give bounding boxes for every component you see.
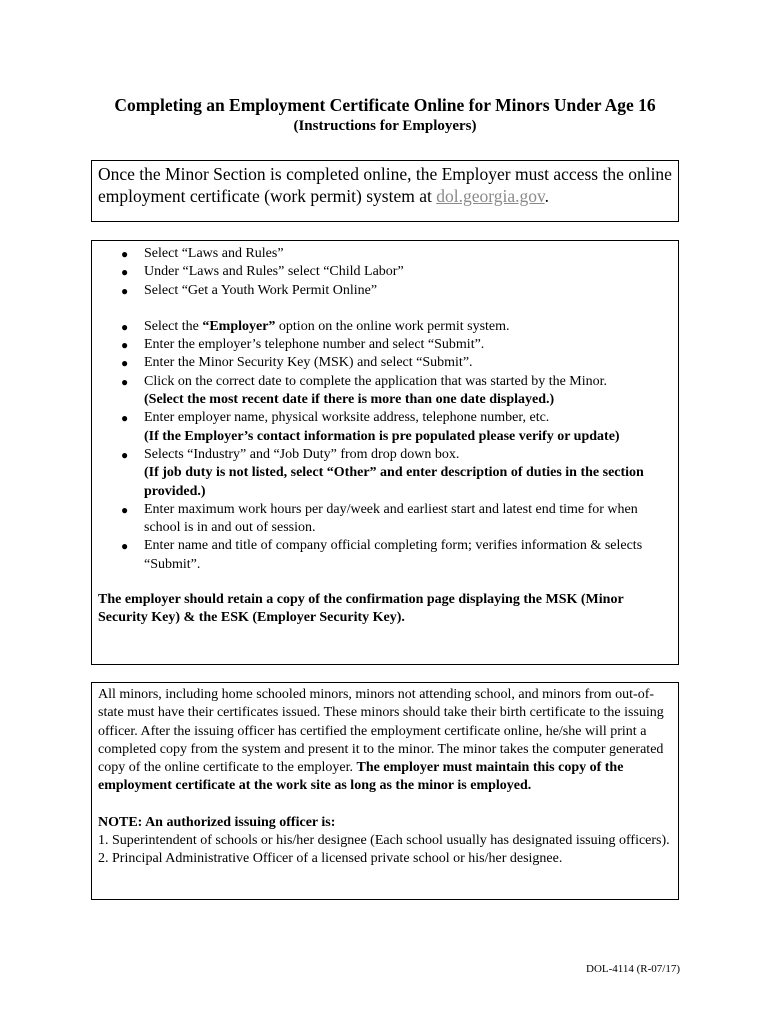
document-subtitle: (Instructions for Employers) bbox=[293, 118, 477, 134]
list-item: ● Select “Laws and Rules” bbox=[98, 245, 672, 263]
document-title: Completing an Employment Certificate Online for Minors Under Age 16 bbox=[114, 95, 656, 115]
list-item: ● Enter employer name, physical worksite address, telephone number, etc. (If the Employer’s contact information is pre populated please verify or update) bbox=[121, 410, 620, 444]
note-item: 2. Principal Administrative Officer of a licensed private school or his/her designee. bbox=[98, 851, 563, 867]
bullet-icon: ● bbox=[121, 283, 129, 298]
bullet-icon: ● bbox=[121, 319, 129, 334]
list-item: ● Select the “Employer” option on the online work permit system. bbox=[98, 318, 672, 336]
minors-paragraph: All minors, including home schooled minors, minors not attending school, and minors from out-of-state must have their certificates issued. These minors should take their birth certificate to the issuing officer. After the issuing officer has certified the employment certificate online, he/she will print a completed copy from the system and present it to the minor. The minor takes the computer generated copy of the online certificate to the employer. The employer must maintain this copy of the employment certificate at the work site as long as the minor is employed. bbox=[98, 687, 664, 794]
retain-copy-note: The employer should retain a copy of the confirmation page displaying the MSK (Minor Security Key) & the ESK (Employer Security Key). bbox=[98, 592, 624, 626]
list-item: ● Enter name and title of company official completing form; verifies information & selects “Submit”. bbox=[121, 538, 643, 572]
bullet-icon: ● bbox=[121, 411, 129, 426]
bullet-icon: ● bbox=[121, 374, 129, 389]
bullet-icon: ● bbox=[121, 356, 129, 371]
issuing-officer-note bbox=[98, 814, 672, 869]
bullet-icon: ● bbox=[121, 265, 129, 280]
list-item: ● Enter the employer’s telephone number and select “Submit”. bbox=[98, 336, 672, 354]
list-item: ● Click on the correct date to complete the application that was started by the Minor. (Select the most recent date if there is more than one date displayed.) bbox=[121, 373, 608, 408]
intro-box bbox=[91, 160, 679, 222]
intro-period: . bbox=[544, 186, 549, 206]
list-item: ● Select “Get a Youth Work Permit Online” bbox=[98, 282, 672, 300]
list-item: ● Enter the Minor Security Key (MSK) and select “Submit”. bbox=[98, 354, 672, 372]
minors-info-box bbox=[91, 682, 679, 900]
instructions-box bbox=[91, 240, 679, 665]
intro-text: Once the Minor Section is completed online, the Employer must access the online employment certificate (work permit) system at bbox=[98, 164, 672, 206]
bullet-icon: ● bbox=[121, 539, 129, 554]
bullet-icon: ● bbox=[121, 502, 129, 517]
note-item: 1. Superintendent of schools or his/her designee (Each school usually has designated issuing officers). bbox=[98, 833, 670, 849]
bullet-icon: ● bbox=[121, 338, 129, 353]
steps-list-employer bbox=[98, 318, 672, 574]
list-item: ● Selects “Industry” and “Job Duty” from drop down box. (If job duty is not listed, select “Other” and enter description of duties in the section provided.) bbox=[121, 446, 644, 499]
bullet-icon: ● bbox=[121, 447, 129, 462]
note-heading: NOTE: An authorized issuing officer is: bbox=[98, 814, 336, 830]
form-number: DOL-4114 (R-07/17) bbox=[586, 963, 680, 975]
dol-georgia-link[interactable]: dol.georgia.gov bbox=[436, 186, 545, 206]
list-item: ● Under “Laws and Rules” select “Child Labor” bbox=[98, 263, 672, 281]
list-item: ● Enter maximum work hours per day/week and earliest start and latest end time for when school is in and out of session. bbox=[121, 501, 638, 536]
bullet-icon: ● bbox=[121, 247, 129, 261]
steps-list-navigation bbox=[98, 245, 672, 300]
